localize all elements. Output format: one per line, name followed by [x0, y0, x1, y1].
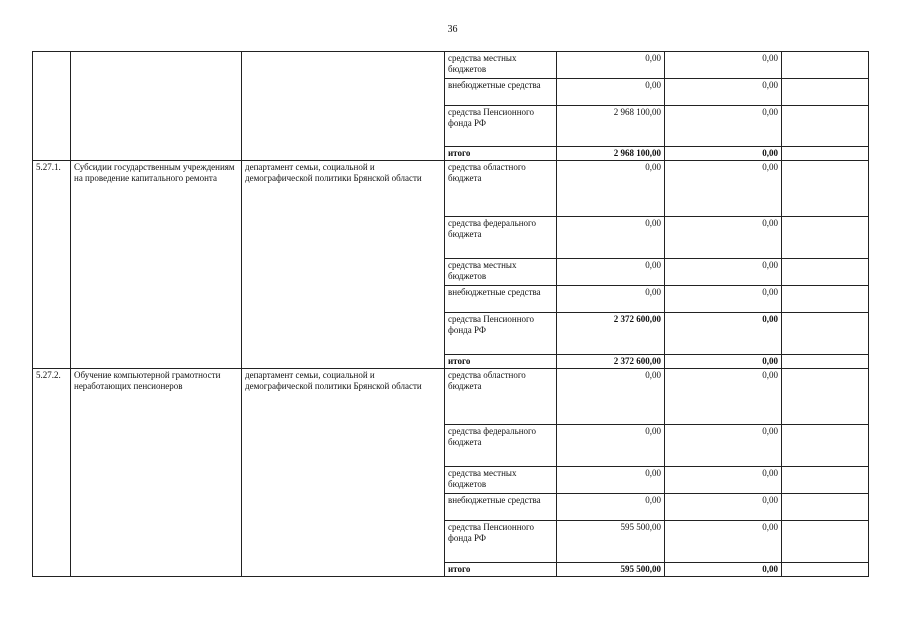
- source-cell: итого: [445, 147, 557, 161]
- source-cell: средства местных бюджетов: [445, 259, 557, 286]
- source-cell: средства Пенсионного фонда РФ: [445, 313, 557, 355]
- page-number: 36: [447, 24, 458, 35]
- value-1-cell: 0,00: [557, 161, 665, 217]
- value-1-cell: 2 968 100,00: [557, 147, 665, 161]
- empty-cell: [782, 147, 869, 161]
- empty-cell: [782, 369, 869, 425]
- value-2-cell: 0,00: [665, 52, 782, 79]
- value-2-cell: 0,00: [665, 494, 782, 521]
- source-cell: средства областного бюджета: [445, 369, 557, 425]
- name-cell: [71, 52, 242, 161]
- name-cell: Субсидии государственным учреждениям на проведение капитального ремонта: [71, 161, 242, 369]
- executor-cell: [242, 52, 445, 161]
- value-1-cell: 0,00: [557, 52, 665, 79]
- name-cell: Обучение компьютерной грамотности неработающих пенсионеров: [71, 369, 242, 577]
- empty-cell: [782, 563, 869, 577]
- source-cell: средства местных бюджетов: [445, 467, 557, 494]
- empty-cell: [782, 106, 869, 147]
- source-cell: средства Пенсионного фонда РФ: [445, 521, 557, 563]
- table-row: [33, 369, 869, 425]
- value-1-cell: 0,00: [557, 494, 665, 521]
- source-cell: итого: [445, 563, 557, 577]
- empty-cell: [782, 494, 869, 521]
- empty-cell: [782, 425, 869, 467]
- value-2-cell: 0,00: [665, 467, 782, 494]
- source-cell: средства Пенсионного фонда РФ: [445, 106, 557, 147]
- executor-cell: департамент семьи, социальной и демографической политики Брянской области: [242, 161, 445, 369]
- value-1-cell: 0,00: [557, 467, 665, 494]
- table-row: [33, 52, 869, 79]
- value-1-cell: 0,00: [557, 286, 665, 313]
- value-1-cell: 2 968 100,00: [557, 106, 665, 147]
- empty-cell: [782, 259, 869, 286]
- value-2-cell: 0,00: [665, 106, 782, 147]
- empty-cell: [782, 79, 869, 106]
- empty-cell: [782, 161, 869, 217]
- empty-cell: [782, 217, 869, 259]
- table-row: [33, 161, 869, 217]
- code-cell: 5.27.1.: [33, 161, 71, 369]
- empty-cell: [782, 286, 869, 313]
- value-2-cell: 0,00: [665, 147, 782, 161]
- value-2-cell: 0,00: [665, 369, 782, 425]
- source-cell: средства областного бюджета: [445, 161, 557, 217]
- value-2-cell: 0,00: [665, 563, 782, 577]
- value-2-cell: 0,00: [665, 259, 782, 286]
- value-1-cell: 0,00: [557, 369, 665, 425]
- value-1-cell: 2 372 600,00: [557, 355, 665, 369]
- value-1-cell: 0,00: [557, 259, 665, 286]
- budget-table: [32, 51, 869, 577]
- empty-cell: [782, 355, 869, 369]
- value-1-cell: 0,00: [557, 79, 665, 106]
- code-cell: 5.27.2.: [33, 369, 71, 577]
- value-1-cell: 0,00: [557, 425, 665, 467]
- empty-cell: [782, 313, 869, 355]
- value-2-cell: 0,00: [665, 161, 782, 217]
- value-2-cell: 0,00: [665, 79, 782, 106]
- source-cell: средства федерального бюджета: [445, 217, 557, 259]
- source-cell: внебюджетные средства: [445, 286, 557, 313]
- source-cell: итого: [445, 355, 557, 369]
- value-2-cell: 0,00: [665, 355, 782, 369]
- value-2-cell: 0,00: [665, 286, 782, 313]
- source-cell: средства местных бюджетов: [445, 52, 557, 79]
- value-1-cell: 0,00: [557, 217, 665, 259]
- value-1-cell: 595 500,00: [557, 521, 665, 563]
- source-cell: внебюджетные средства: [445, 79, 557, 106]
- empty-cell: [782, 467, 869, 494]
- empty-cell: [782, 521, 869, 563]
- executor-cell: департамент семьи, социальной и демографической политики Брянской области: [242, 369, 445, 577]
- value-2-cell: 0,00: [665, 313, 782, 355]
- code-cell: [33, 52, 71, 161]
- source-cell: внебюджетные средства: [445, 494, 557, 521]
- value-1-cell: 595 500,00: [557, 563, 665, 577]
- empty-cell: [782, 52, 869, 79]
- value-2-cell: 0,00: [665, 425, 782, 467]
- value-2-cell: 0,00: [665, 521, 782, 563]
- source-cell: средства федерального бюджета: [445, 425, 557, 467]
- value-2-cell: 0,00: [665, 217, 782, 259]
- value-1-cell: 2 372 600,00: [557, 313, 665, 355]
